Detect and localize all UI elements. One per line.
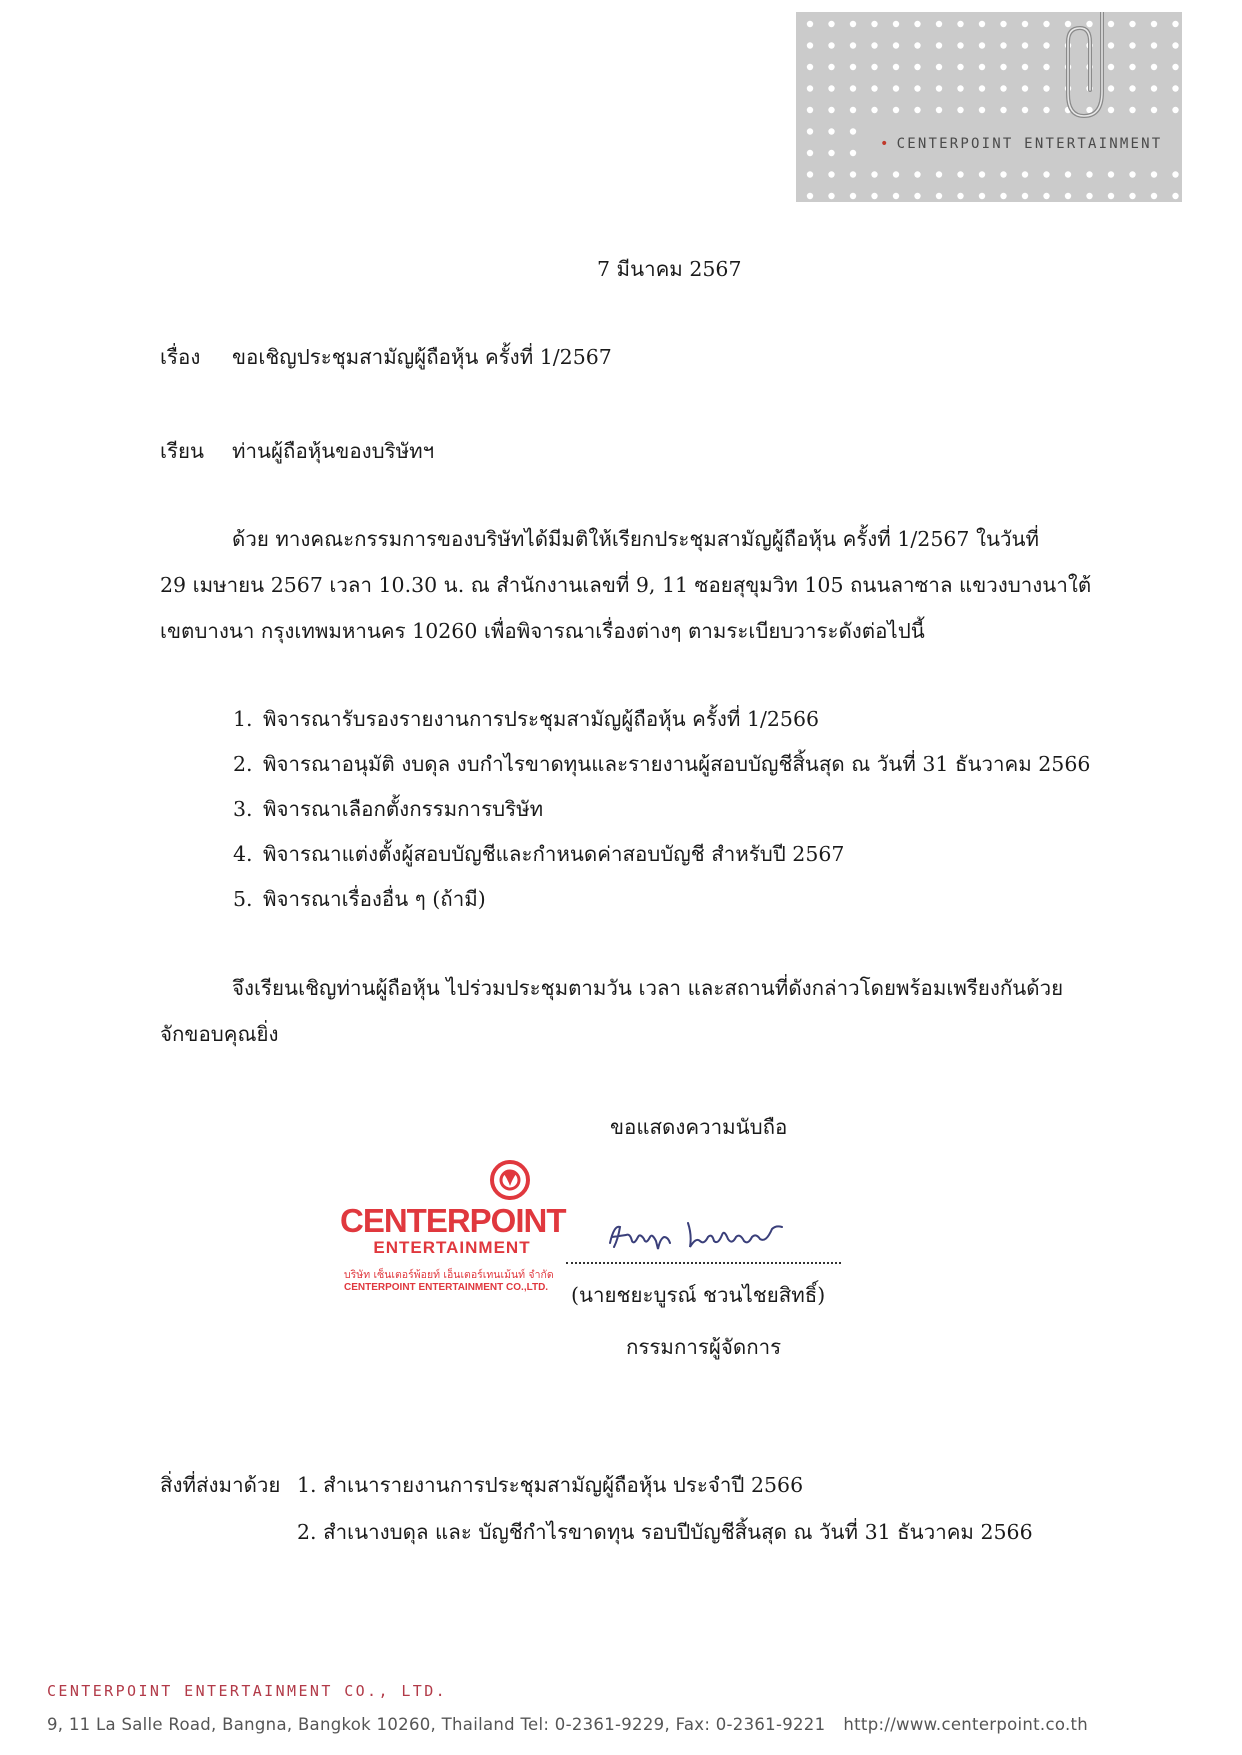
letterhead-dot xyxy=(1000,21,1006,27)
letterhead-dot xyxy=(1043,64,1049,70)
footer-tel: Tel: 0-2361-9229, xyxy=(520,1715,671,1734)
letterhead-dot xyxy=(957,42,963,48)
letterhead-dot xyxy=(1086,171,1092,177)
stamp-emblem-icon xyxy=(480,1158,540,1206)
letterhead-dot xyxy=(828,171,834,177)
agenda-item xyxy=(233,797,543,822)
letterhead-dot xyxy=(1000,42,1006,48)
letterhead-dot xyxy=(828,42,834,48)
letterhead-dot xyxy=(957,85,963,91)
letterhead-dot xyxy=(893,64,899,70)
handwritten-signature xyxy=(600,1215,800,1257)
letterhead-dot xyxy=(936,171,942,177)
agenda-text: พิจารณาเรื่องอื่น ๆ (ถ้ามี) xyxy=(263,887,486,911)
letterhead-dot xyxy=(1172,85,1178,91)
letterhead-brand: • CENTERPOINT ENTERTAINMENT xyxy=(880,136,1163,152)
letterhead-dot xyxy=(1000,107,1006,113)
letterhead-dot xyxy=(828,128,834,134)
letterhead-dot xyxy=(1129,64,1135,70)
letterhead-dot xyxy=(828,85,834,91)
letterhead-dot xyxy=(1043,193,1049,199)
letterhead-dot xyxy=(936,21,942,27)
agenda-number: 3. xyxy=(233,797,253,821)
letterhead-dot xyxy=(850,21,856,27)
letterhead-dot xyxy=(979,42,985,48)
agenda-text: พิจารณาแต่งตั้งผู้สอบบัญชีและกำหนดค่าสอบบัญชี สำหรับปี 2567 xyxy=(263,842,845,866)
letterhead-dot xyxy=(807,85,813,91)
signer-position: กรรมการผู้จัดการ xyxy=(626,1335,782,1359)
letterhead-dot xyxy=(1022,42,1028,48)
letterhead-dot xyxy=(914,171,920,177)
letterhead-dot xyxy=(1000,85,1006,91)
agenda-text: พิจารณาเลือกตั้งกรรมการบริษัท xyxy=(263,797,544,821)
letterhead-dot xyxy=(979,193,985,199)
letterhead-dot xyxy=(914,193,920,199)
letterhead-dot xyxy=(979,21,985,27)
letterhead-dot xyxy=(914,21,920,27)
agenda-number: 2. xyxy=(233,752,253,776)
letterhead-panel xyxy=(796,12,1182,202)
stamp-name: CENTERPOINT xyxy=(340,1202,566,1239)
intro-line: 29 เมษายน 2567 เวลา 10.30 น. ณ สำนักงานเลขที่ 9, 11 ซอยสุขุมวิท 105 ถนนลาซาล แขวงบางนาใต้ xyxy=(160,573,1092,597)
letterhead-dot xyxy=(1108,193,1114,199)
letterhead-dot xyxy=(1151,85,1157,91)
letterhead-dot xyxy=(828,107,834,113)
letterhead-dot xyxy=(914,107,920,113)
letterhead-dot xyxy=(807,64,813,70)
letterhead-dot xyxy=(828,64,834,70)
stamp-subtitle: ENTERTAINMENT xyxy=(373,1238,531,1257)
letterhead-dot xyxy=(979,107,985,113)
letterhead-dot xyxy=(807,107,813,113)
letterhead-dot xyxy=(1172,64,1178,70)
signature-line xyxy=(566,1262,841,1264)
letterhead-dot xyxy=(807,193,813,199)
letterhead-dot xyxy=(1129,85,1135,91)
letterhead-dot xyxy=(1000,64,1006,70)
letterhead-dot xyxy=(936,85,942,91)
agenda-item xyxy=(233,707,819,732)
letterhead-dot xyxy=(957,171,963,177)
letterhead-dot xyxy=(1151,171,1157,177)
letterhead-dot xyxy=(1172,42,1178,48)
letterhead-dot xyxy=(828,21,834,27)
letterhead-dot xyxy=(1129,42,1135,48)
letterhead-dot xyxy=(893,193,899,199)
letterhead-dot xyxy=(914,64,920,70)
letterhead-dot xyxy=(1172,171,1178,177)
letterhead-dot xyxy=(807,171,813,177)
agenda-text: พิจารณาอนุมัติ งบดุล งบกำไรขาดทุนและรายงานผู้สอบบัญชีสิ้นสุด ณ วันที่ 31 ธันวาคม 2566 xyxy=(263,752,1091,776)
letterhead-dot xyxy=(893,85,899,91)
invite-line: จักขอบคุณยิ่ง xyxy=(160,1022,279,1046)
closing-text: ขอแสดงความนับถือ xyxy=(610,1115,788,1139)
letterhead-dot xyxy=(850,42,856,48)
letterhead-dot xyxy=(1129,193,1135,199)
agenda-item xyxy=(233,887,486,912)
letter-date: 7 มีนาคม 2567 xyxy=(597,257,742,281)
letterhead-dot xyxy=(807,128,813,134)
letterhead-dot xyxy=(1129,107,1135,113)
enclosure-label: สิ่งที่ส่งมาด้วย xyxy=(160,1473,281,1497)
letterhead-dot xyxy=(1022,193,1028,199)
signer-name: (นายชยะบูรณ์ ชวนไชยสิทธิ์) xyxy=(571,1283,826,1307)
recipient-text: ท่านผู้ถือหุ้นของบริษัทฯ xyxy=(232,439,435,463)
stamp-thai-name: บริษัท เซ็นเตอร์พ้อยท์ เอ็นเตอร์เทนเม้นท์ จำกัด xyxy=(344,1269,554,1281)
letterhead-dot xyxy=(1129,21,1135,27)
letterhead-dot xyxy=(893,171,899,177)
letterhead-dot xyxy=(807,42,813,48)
letterhead-dot xyxy=(871,21,877,27)
letterhead-dot xyxy=(1022,64,1028,70)
agenda-number: 4. xyxy=(233,842,253,866)
letterhead-dot xyxy=(1151,42,1157,48)
letterhead-dot xyxy=(850,128,856,134)
letterhead-dot xyxy=(893,42,899,48)
intro-line: ด้วย ทางคณะกรรมการของบริษัทได้มีมติให้เรียกประชุมสามัญผู้ถือหุ้น ครั้งที่ 1/2567 ในวันที่ xyxy=(232,527,1040,551)
letterhead-dot xyxy=(936,64,942,70)
letterhead-dot xyxy=(850,64,856,70)
letterhead-dot xyxy=(1172,21,1178,27)
subject-label: เรื่อง xyxy=(160,345,201,369)
invite-line: จึงเรียนเชิญท่านผู้ถือหุ้น ไปร่วมประชุมตามวัน เวลา และสถานที่ดังกล่าวโดยพร้อมเพรียงกันด้วย xyxy=(232,976,1064,1000)
paperclip-icon xyxy=(1058,12,1118,127)
letterhead-dot xyxy=(979,171,985,177)
recipient-label: เรียน xyxy=(160,439,205,463)
letterhead-dot xyxy=(828,193,834,199)
footer-company: CENTERPOINT ENTERTAINMENT CO., LTD. xyxy=(47,1682,448,1700)
letterhead-dot xyxy=(1000,171,1006,177)
letterhead-dot xyxy=(1043,42,1049,48)
letterhead-dot xyxy=(1022,85,1028,91)
letterhead-dot xyxy=(807,150,813,156)
letterhead-dot xyxy=(893,107,899,113)
letterhead-dot xyxy=(1151,64,1157,70)
agenda-text: พิจารณารับรองรายงานการประชุมสามัญผู้ถือหุ้น ครั้งที่ 1/2566 xyxy=(263,707,820,731)
letterhead-dot xyxy=(828,150,834,156)
stamp-english-name: CENTERPOINT ENTERTAINMENT CO.,LTD. xyxy=(344,1282,549,1293)
letterhead-dot xyxy=(871,85,877,91)
letterhead-dot xyxy=(914,85,920,91)
letterhead-dot xyxy=(1022,21,1028,27)
letterhead-dot xyxy=(936,193,942,199)
footer-address: 9, 11 La Salle Road, Bangna, Bangkok 10260, Thailand xyxy=(47,1715,515,1734)
letterhead-dot xyxy=(871,171,877,177)
letterhead-dot xyxy=(1151,107,1157,113)
letterhead-dot xyxy=(957,21,963,27)
enclosure-item: 1. สำเนารายงานการประชุมสามัญผู้ถือหุ้น ประจำปี 2566 xyxy=(297,1473,804,1497)
enclosure-item: 2. สำเนางบดุล และ บัญชีกำไรขาดทุน รอบปีบัญชีสิ้นสุด ณ วันที่ 31 ธันวาคม 2566 xyxy=(297,1520,1033,1544)
letterhead-dot xyxy=(1043,107,1049,113)
letterhead-dot xyxy=(871,64,877,70)
company-stamp xyxy=(340,1158,568,1304)
letterhead-dot xyxy=(1172,107,1178,113)
letterhead-dot xyxy=(936,42,942,48)
agenda-number: 5. xyxy=(233,887,253,911)
letterhead-dot xyxy=(914,42,920,48)
letterhead-dot xyxy=(957,193,963,199)
footer-fax: Fax: 0-2361-9221 xyxy=(675,1715,826,1734)
letterhead-dot xyxy=(957,64,963,70)
letterhead-dot xyxy=(871,107,877,113)
letterhead-dot xyxy=(1043,171,1049,177)
letterhead-dot xyxy=(871,193,877,199)
agenda-item xyxy=(233,842,844,867)
footer-contact xyxy=(47,1715,1088,1734)
letterhead-dot xyxy=(1151,21,1157,27)
letterhead-dot xyxy=(850,85,856,91)
letterhead-dot xyxy=(850,107,856,113)
agenda-number: 1. xyxy=(233,707,253,731)
letterhead-dot xyxy=(850,171,856,177)
letterhead-dot xyxy=(957,107,963,113)
letterhead-dot xyxy=(1022,171,1028,177)
letterhead-dot xyxy=(1022,107,1028,113)
letterhead-dot xyxy=(1065,193,1071,199)
letterhead-dot xyxy=(979,64,985,70)
letterhead-dot xyxy=(1065,171,1071,177)
footer-website[interactable]: http://www.centerpoint.co.th xyxy=(843,1715,1089,1734)
letterhead-dot xyxy=(1151,193,1157,199)
intro-line: เขตบางนา กรุงเทพมหานคร 10260 เพื่อพิจารณาเรื่องต่างๆ ตามระเบียบวาระดังต่อไปนี้ xyxy=(160,619,925,643)
letterhead-dot xyxy=(1086,193,1092,199)
letterhead-dot xyxy=(1172,193,1178,199)
dot-pattern xyxy=(796,12,1182,202)
letterhead-dot xyxy=(1043,21,1049,27)
letterhead-dot xyxy=(871,42,877,48)
letterhead-dot xyxy=(807,21,813,27)
letterhead-dot xyxy=(850,193,856,199)
letterhead-dot xyxy=(893,21,899,27)
agenda-item xyxy=(233,752,1090,777)
letterhead-dot xyxy=(1129,171,1135,177)
subject-text: ขอเชิญประชุมสามัญผู้ถือหุ้น ครั้งที่ 1/2567 xyxy=(232,345,612,369)
letterhead-dot xyxy=(850,150,856,156)
letterhead-dot xyxy=(936,107,942,113)
letterhead-dot xyxy=(1000,193,1006,199)
letterhead-dot xyxy=(1043,85,1049,91)
letterhead-dot xyxy=(979,85,985,91)
letterhead-dot xyxy=(1108,171,1114,177)
